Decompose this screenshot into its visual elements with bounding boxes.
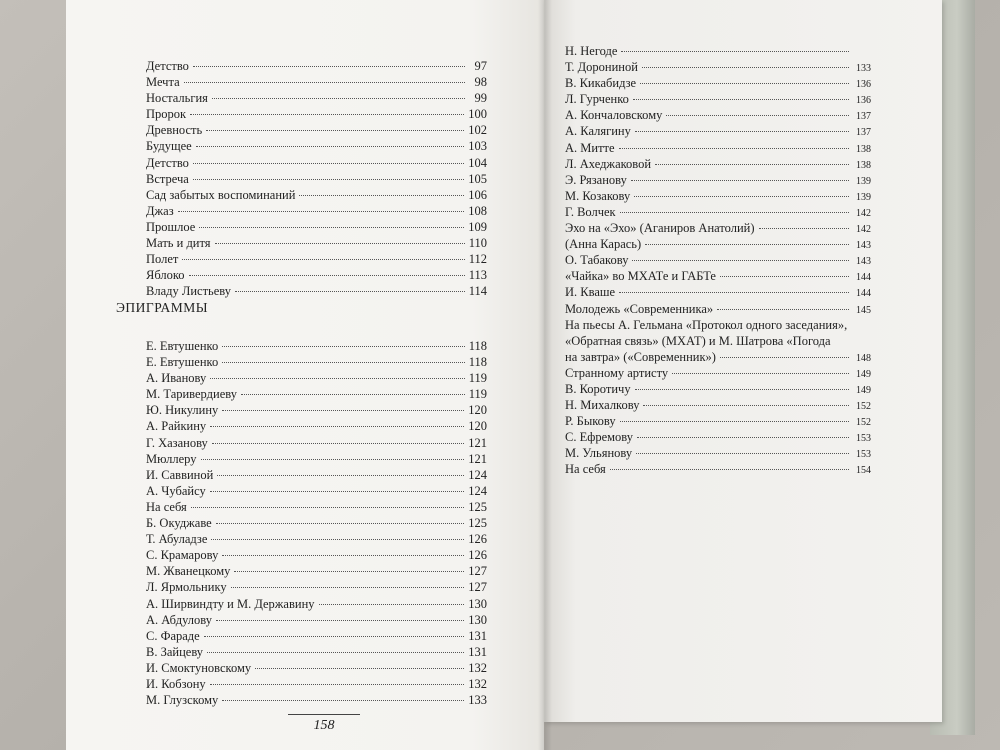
toc-entry xyxy=(565,445,871,461)
entry-title: Ностальгия xyxy=(146,91,208,106)
entry-title: А. Ширвиндту и М. Державину xyxy=(146,596,315,611)
entry-title: На себя xyxy=(146,499,187,514)
entry-page-number: 149 xyxy=(856,368,871,380)
toc-entry xyxy=(146,138,487,154)
dot-leader xyxy=(210,684,465,685)
dot-leader xyxy=(193,66,465,67)
dot-leader xyxy=(182,259,464,260)
entry-title: Пророк xyxy=(146,107,187,122)
entry-page-number: 144 xyxy=(856,272,871,284)
dot-leader xyxy=(720,276,849,277)
toc-entry xyxy=(565,59,871,75)
entry-page-number: 144 xyxy=(856,288,871,300)
entry-page-number: 98 xyxy=(474,75,487,90)
toc-entry xyxy=(146,354,487,370)
entry-title: Г. Волчек xyxy=(565,204,616,219)
page-number: 158 xyxy=(288,714,360,734)
entry-title: Детство xyxy=(146,59,189,73)
entry-page-number: 148 xyxy=(856,352,871,364)
toc-entry xyxy=(565,156,871,172)
entry-title: Прошлое xyxy=(146,219,196,234)
dot-leader xyxy=(196,146,465,147)
entry-page-number: 118 xyxy=(468,339,487,353)
toc-entry xyxy=(146,547,487,563)
dot-leader xyxy=(210,378,464,379)
entry-page-number: 110 xyxy=(468,236,487,251)
dot-leader xyxy=(619,292,849,293)
toc-entry xyxy=(146,676,487,692)
entry-page-number: 118 xyxy=(468,355,487,370)
entry-page-number: 132 xyxy=(468,676,487,691)
entry-title: Ю. Никулину xyxy=(146,403,219,418)
entry-page-number: 119 xyxy=(468,371,487,386)
entry-title: А. Калягину xyxy=(565,124,631,139)
section-heading-epigrams: ЭПИГРАММЫ xyxy=(116,300,209,315)
contents-list-poems xyxy=(146,58,487,299)
entry-page-number: 124 xyxy=(468,467,487,482)
toc-entry xyxy=(565,140,871,156)
toc-entry xyxy=(146,370,487,386)
entry-page-number: 126 xyxy=(468,532,487,547)
toc-entry xyxy=(146,122,487,138)
entry-page-number: 138 xyxy=(856,143,871,155)
toc-entry xyxy=(565,397,871,413)
dot-leader xyxy=(210,491,465,492)
entry-page-number: 130 xyxy=(468,612,487,627)
toc-entry xyxy=(565,429,871,445)
entry-title: Молодежь «Современника» xyxy=(565,301,714,316)
entry-title: (Анна Карась) xyxy=(565,237,642,252)
entry-page-number: 124 xyxy=(468,483,487,498)
entry-page-number: 106 xyxy=(468,187,487,202)
dot-leader xyxy=(631,180,849,181)
toc-entry xyxy=(146,58,487,74)
entry-page-number: 137 xyxy=(856,127,871,139)
entry-page-number: 133 xyxy=(468,693,487,708)
dot-leader xyxy=(222,410,464,411)
entry-page-number: 152 xyxy=(856,401,871,413)
entry-page-number: 121 xyxy=(468,451,487,466)
entry-page-number: 152 xyxy=(856,417,871,429)
entry-page-number: 120 xyxy=(468,403,487,418)
entry-title: Странному артисту xyxy=(565,365,669,380)
toc-entry xyxy=(146,338,487,354)
toc-entry xyxy=(146,515,487,531)
dot-leader xyxy=(632,260,849,261)
entry-page-number: 143 xyxy=(856,240,871,252)
entry-title: Джаз xyxy=(146,203,174,218)
entry-page-number: 130 xyxy=(468,596,487,611)
entry-page-number: 136 xyxy=(856,79,871,91)
entry-title: С. Фараде xyxy=(146,628,200,643)
dot-leader xyxy=(299,195,464,196)
toc-entry xyxy=(146,219,487,235)
entry-page-number: 113 xyxy=(468,268,487,283)
entry-title: Древность xyxy=(146,123,203,138)
entry-page-number: 119 xyxy=(468,387,487,402)
toc-entry xyxy=(146,612,487,628)
dot-leader xyxy=(222,555,464,556)
toc-entry xyxy=(146,660,487,676)
dot-leader xyxy=(634,196,849,197)
entry-page-number: 126 xyxy=(468,548,487,563)
entry-page-number: 109 xyxy=(468,219,487,234)
dot-leader xyxy=(235,291,465,292)
dot-leader xyxy=(193,163,464,164)
dot-leader xyxy=(212,98,465,99)
entry-title: И. Саввиной xyxy=(146,467,214,482)
entry-title: В. Коротичу xyxy=(565,381,631,396)
entry-title: Т. Дорониной xyxy=(565,60,638,75)
entry-page-number: 153 xyxy=(856,449,871,461)
entry-title-line-3: на завтра» («Современник») 148 xyxy=(565,349,871,365)
entry-page-number: 149 xyxy=(856,384,871,396)
entry-page-number: 142 xyxy=(856,224,871,236)
entry-title: Будущее xyxy=(146,139,192,154)
dot-leader xyxy=(717,309,849,310)
toc-entry xyxy=(565,365,871,381)
entry-page-number: 143 xyxy=(856,256,871,268)
dot-leader xyxy=(206,130,464,131)
entry-page-number: 154 xyxy=(856,465,871,477)
toc-entry xyxy=(146,531,487,547)
entry-page-number: 131 xyxy=(468,644,487,659)
dot-leader xyxy=(207,652,464,653)
toc-entry xyxy=(146,467,487,483)
dot-leader xyxy=(672,373,849,374)
toc-entry xyxy=(146,251,487,267)
entry-title: Л. Ахеджаковой xyxy=(565,156,652,171)
toc-entry xyxy=(146,171,487,187)
entry-title: Е. Евтушенко xyxy=(146,355,219,370)
toc-entry xyxy=(146,74,487,90)
entry-title: В. Зайцеву xyxy=(146,644,204,659)
contents-list-epigrams-continued xyxy=(565,43,871,478)
dot-leader xyxy=(666,115,849,116)
entry-title: Мюллеру xyxy=(146,451,197,466)
entry-page-number: 105 xyxy=(468,171,487,186)
entry-title: М. Жванецкому xyxy=(146,564,231,579)
entry-page-number: 102 xyxy=(468,123,487,138)
dot-leader xyxy=(211,539,464,540)
dot-leader xyxy=(189,275,465,276)
entry-title: Мать и дитя xyxy=(146,236,211,251)
entry-title-line-2: «Обратная связь» (МХАТ) и М. Шатрова «Погода xyxy=(565,333,831,348)
dot-leader xyxy=(178,211,465,212)
dot-leader xyxy=(193,179,464,180)
entry-page-number: 114 xyxy=(468,284,487,299)
toc-entry xyxy=(146,187,487,203)
toc-entry xyxy=(565,413,871,429)
dot-leader xyxy=(645,244,849,245)
dot-leader xyxy=(201,459,465,460)
entry-page-number: 138 xyxy=(856,159,871,171)
toc-entry xyxy=(146,692,487,708)
entry-title: Эхо на «Эхо» (Аганиров Анатолий) xyxy=(565,221,755,236)
toc-entry xyxy=(146,155,487,171)
toc-entry xyxy=(146,386,487,402)
entry-page-number: 121 xyxy=(468,435,487,450)
entry-title: А. Кончаловскому xyxy=(565,108,663,123)
entry-page-number: 139 xyxy=(856,175,871,187)
toc-entry xyxy=(146,418,487,434)
entry-title: Л. Ярмольнику xyxy=(146,580,227,595)
entry-title: А. Иванову xyxy=(146,371,207,386)
toc-entry xyxy=(565,172,871,188)
entry-page-number: 103 xyxy=(468,139,487,154)
dot-leader xyxy=(642,67,849,68)
dot-leader xyxy=(635,389,849,390)
toc-entry xyxy=(146,90,487,106)
toc-entry xyxy=(565,204,871,220)
toc-entry xyxy=(565,75,871,91)
entry-page-number: 104 xyxy=(468,155,487,170)
toc-entry xyxy=(146,435,487,451)
entry-title: Детство xyxy=(146,155,189,170)
entry-title: Н. Негоде xyxy=(565,44,618,58)
dot-leader xyxy=(231,587,465,588)
dot-leader xyxy=(210,426,464,427)
entry-title: В. Кикабидзе xyxy=(565,76,637,91)
entry-title: Сад забытых воспоминаний xyxy=(146,187,296,202)
entry-page-number: 131 xyxy=(468,628,487,643)
entry-title: А. Абдулову xyxy=(146,612,212,627)
dot-leader xyxy=(204,636,465,637)
entry-page-number: 132 xyxy=(468,660,487,675)
toc-entry xyxy=(565,252,871,268)
toc-entry xyxy=(565,91,871,107)
entry-title: Встреча xyxy=(146,171,189,186)
toc-entry xyxy=(146,203,487,219)
entry-page-number: 100 xyxy=(468,107,487,122)
entry-title: Т. Абуладзе xyxy=(146,532,208,547)
dot-leader xyxy=(216,620,464,621)
toc-entry xyxy=(146,628,487,644)
entry-title: На себя xyxy=(565,462,606,477)
toc-entry xyxy=(565,188,871,204)
toc-entry xyxy=(565,284,871,300)
entry-page-number: 97 xyxy=(474,59,487,73)
entry-page-number: 127 xyxy=(468,564,487,579)
entry-title: Л. Гурченко xyxy=(565,92,629,107)
dot-leader xyxy=(633,99,849,100)
toc-entry xyxy=(565,43,871,59)
dot-leader xyxy=(637,437,849,438)
contents-list-epigrams xyxy=(146,338,487,708)
dot-leader xyxy=(234,571,464,572)
entry-title: Г. Хазанову xyxy=(146,435,208,450)
dot-leader xyxy=(759,228,849,229)
dot-leader xyxy=(212,443,464,444)
dot-leader xyxy=(620,421,849,422)
entry-title: Б. Окуджаве xyxy=(146,516,212,531)
dot-leader xyxy=(620,212,849,213)
toc-entry xyxy=(565,301,871,317)
entry-page-number: 145 xyxy=(856,304,871,316)
toc-entry xyxy=(565,123,871,139)
entry-page-number: 136 xyxy=(856,95,871,107)
entry-page-number: 125 xyxy=(468,516,487,531)
toc-entry xyxy=(565,381,871,397)
dot-leader xyxy=(255,668,464,669)
toc-entry-multiline xyxy=(565,317,871,365)
entry-title: А. Райкину xyxy=(146,419,207,434)
entry-page-number: 153 xyxy=(856,433,871,445)
entry-title: Владу Листьеву xyxy=(146,284,232,299)
entry-title: М. Ульянову xyxy=(565,446,633,461)
toc-entry xyxy=(146,451,487,467)
dot-leader xyxy=(184,82,465,83)
entry-page-number: 127 xyxy=(468,580,487,595)
entry-title: С. Ефремову xyxy=(565,430,634,445)
toc-entry xyxy=(146,596,487,612)
dot-leader xyxy=(643,405,849,406)
entry-title: Н. Михалкову xyxy=(565,398,640,413)
entry-page-number: 133 xyxy=(856,63,871,75)
entry-title: И. Смоктуновскому xyxy=(146,660,252,675)
entry-title: Э. Рязанову xyxy=(565,172,627,187)
toc-entry xyxy=(146,402,487,418)
dot-leader xyxy=(319,604,465,605)
toc-entry xyxy=(146,483,487,499)
dot-leader xyxy=(635,131,849,132)
toc-entry xyxy=(146,267,487,283)
dot-leader xyxy=(217,475,464,476)
dot-leader xyxy=(191,507,465,508)
entry-page-number: 99 xyxy=(474,91,487,106)
dot-leader xyxy=(199,227,464,228)
entry-title: С. Крамарову xyxy=(146,548,219,563)
dot-leader xyxy=(241,394,465,395)
dot-leader xyxy=(222,346,464,347)
entry-title-line-1: На пьесы А. Гельмана «Протокол одного заседания», xyxy=(565,317,848,332)
entry-page-number: 120 xyxy=(468,419,487,434)
dot-leader xyxy=(610,469,849,470)
toc-entry xyxy=(146,283,487,299)
dot-leader xyxy=(640,83,849,84)
dot-leader xyxy=(216,523,465,524)
entry-title: А. Митте xyxy=(565,140,615,155)
entry-page-number: 142 xyxy=(856,207,871,219)
toc-entry xyxy=(146,563,487,579)
dot-leader xyxy=(655,164,849,165)
entry-page-number: 137 xyxy=(856,111,871,123)
toc-entry xyxy=(146,106,487,122)
dot-leader xyxy=(222,700,464,701)
entry-title: Мечта xyxy=(146,75,180,90)
entry-title: А. Чубайсу xyxy=(146,483,206,498)
entry-title: Р. Быкову xyxy=(565,414,616,429)
toc-entry xyxy=(565,107,871,123)
dot-leader xyxy=(619,148,849,149)
entry-title: И. Кваше xyxy=(565,285,616,300)
dot-leader xyxy=(636,453,849,454)
entry-title: И. Кобзону xyxy=(146,676,206,691)
toc-entry xyxy=(565,461,871,477)
entry-title: Яблоко xyxy=(146,268,185,283)
toc-entry xyxy=(565,220,871,236)
entry-title: М. Глузскому xyxy=(146,693,219,708)
entry-title: М. Козакову xyxy=(565,188,631,203)
entry-page-number: 108 xyxy=(468,203,487,218)
toc-entry xyxy=(146,579,487,595)
entry-title: «Чайка» во МХАТе и ГАБТе xyxy=(565,269,716,284)
entry-page-number: 139 xyxy=(856,191,871,203)
entry-title: Полет xyxy=(146,252,179,267)
toc-entry xyxy=(146,644,487,660)
entry-title: О. Табакову xyxy=(565,253,629,268)
book-gutter xyxy=(538,0,552,750)
entry-page-number: 125 xyxy=(468,499,487,514)
toc-entry xyxy=(565,268,871,284)
dot-leader xyxy=(190,114,464,115)
toc-entry xyxy=(146,235,487,251)
dot-leader xyxy=(720,357,849,358)
entry-title: М. Таривердиеву xyxy=(146,387,237,402)
dot-leader xyxy=(215,243,465,244)
entry-page-number: 112 xyxy=(468,252,487,267)
toc-entry xyxy=(565,236,871,252)
dot-leader xyxy=(222,362,464,363)
entry-title: Е. Евтушенко xyxy=(146,339,219,353)
toc-entry xyxy=(146,499,487,515)
dot-leader xyxy=(621,51,849,52)
